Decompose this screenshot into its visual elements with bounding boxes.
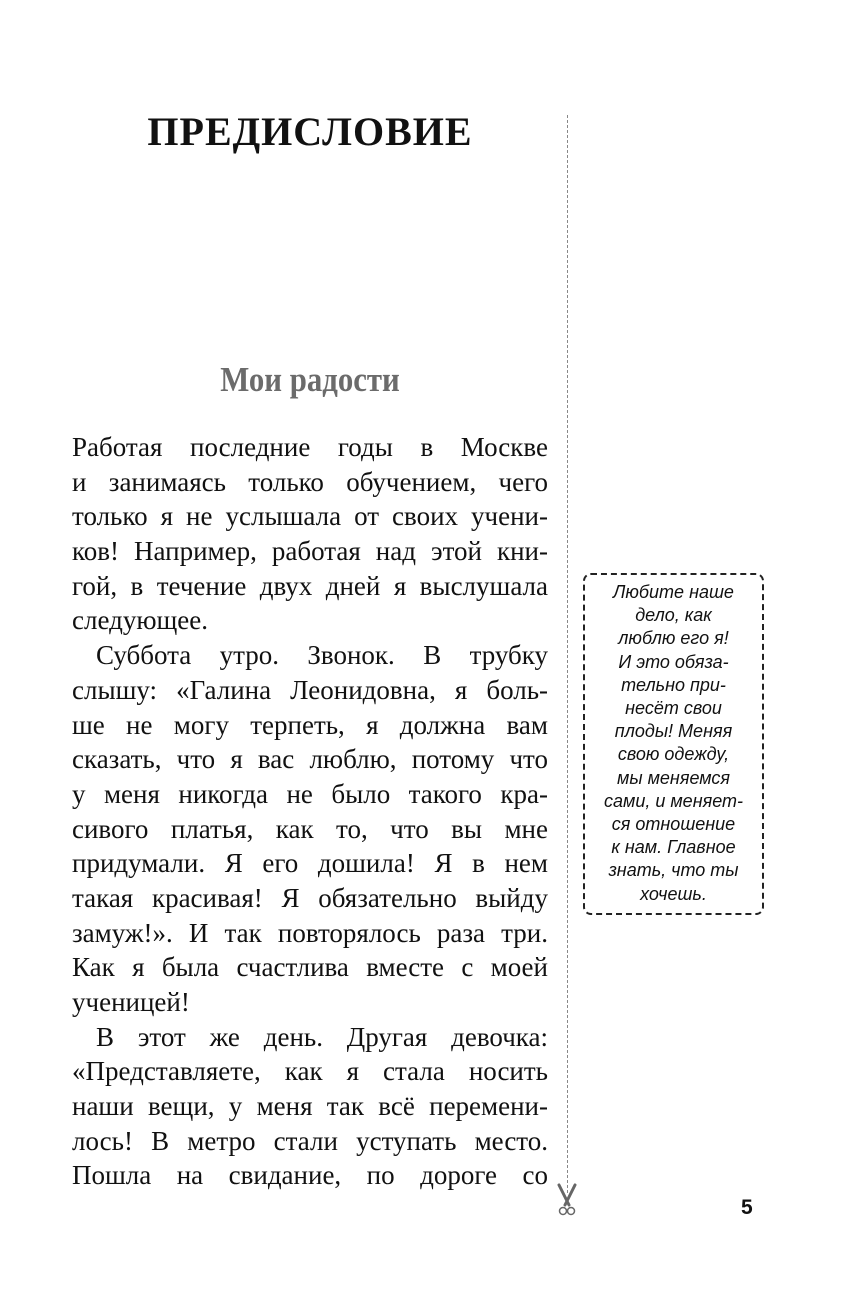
quote-line: сами, и меняет-	[603, 790, 744, 811]
quote-line: плоды! Меняя	[614, 721, 733, 742]
text-line: Суббота утро. Звонок. В трубку	[96, 640, 548, 671]
text-line: ше не могу терпеть, я должна вам	[72, 709, 548, 740]
quote-line: хочешь.	[640, 883, 707, 904]
text-line: сказать, что я вас люблю, потому что	[72, 744, 548, 775]
quote-line: И это обяза-	[618, 651, 729, 672]
text-line: «Представляете, как я стала носить	[72, 1056, 548, 1087]
text-line: у меня никогда не было такого кра-	[72, 778, 548, 809]
page-number: 5	[741, 1196, 753, 1219]
text-line: и занимаясь только обучением, чего	[72, 466, 548, 497]
text-line: Работая последние годы в Москве	[72, 432, 548, 462]
text-line: только я не услышала от своих учени-	[72, 501, 548, 532]
quote-line: дело, как	[635, 605, 712, 626]
text-line: лось! В метро стали уступать место.	[72, 1125, 548, 1156]
quote-line: мы меняемся	[616, 767, 731, 788]
quote-line: к нам. Главное	[611, 837, 736, 858]
text-line: Пошла на свидание, по дороге со	[72, 1160, 548, 1191]
scissors-icon	[554, 1183, 580, 1217]
body-text	[72, 430, 548, 1193]
text-line: Как я была счастлива вместе с моей	[72, 952, 548, 983]
text-line: замуж!». И так повторялось раза три.	[72, 917, 548, 948]
text-line: слышу: «Галина Леонидовна, я боль-	[72, 674, 548, 705]
text-line: такая красивая! Я обязательно выйду	[72, 882, 548, 913]
quote-line: несёт свои	[625, 698, 722, 719]
quote-line: ся отношение	[611, 814, 736, 835]
text-line: ученицей!	[72, 987, 190, 1017]
sidebar-quote-box	[583, 573, 764, 915]
cut-line-divider	[567, 115, 568, 1193]
text-line: наши вещи, у меня так всё перемени-	[72, 1091, 548, 1122]
text-line: гой, в течение двух дней я выслушала	[72, 570, 548, 601]
quote-line: люблю его я!	[618, 628, 729, 649]
text-line: ков! Например, работая над этой кни-	[72, 536, 548, 567]
section-heading: Мои радости	[220, 360, 400, 399]
chapter-title: ПРЕДИСЛОВИЕ	[147, 109, 473, 154]
text-line: следующее.	[72, 605, 209, 636]
text-line: В этот же день. Другая девочка:	[96, 1021, 548, 1052]
quote-line: Любите наше	[613, 582, 734, 602]
text-line: сивого платья, как то, что вы мне	[72, 813, 548, 844]
quote-line: знать, что ты	[608, 860, 739, 881]
quote-line: свою одежду,	[617, 744, 730, 765]
text-line: придумали. Я его дошила! Я в нем	[72, 848, 548, 879]
quote-line: тельно при-	[621, 674, 726, 695]
